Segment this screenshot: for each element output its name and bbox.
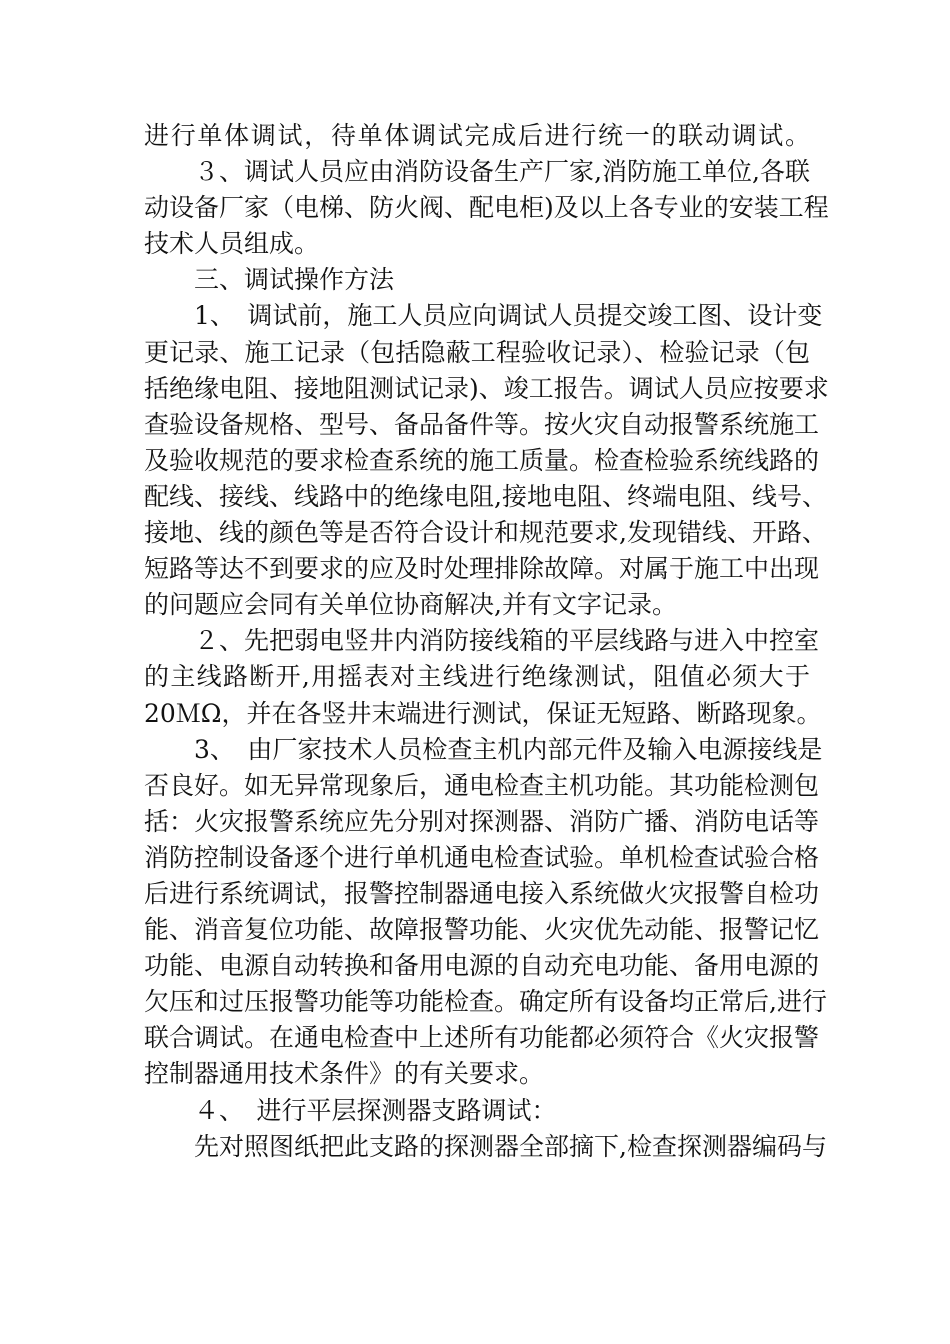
text-line: ２、先把弱电竖井内消防接线箱的平层线路与进入中控室 (144, 626, 820, 656)
text-line: 括绝缘电阻、接地阻测试记录)、竣工报告。调试人员应按要求 (144, 373, 829, 403)
text-line: 联合调试。在通电检查中上述所有功能都必须符合《火灾报警 (144, 1023, 820, 1053)
text-line: 控制器通用技术条件》的有关要求。 (144, 1059, 545, 1089)
text-line: 20ＭΩ，并在各竖井末端进行测试，保证无短路、断路现象。 (144, 698, 822, 728)
text-line: ３、调试人员应由消防设备生产厂家,消防施工单位,各联 (144, 157, 810, 187)
text-line: 配线、接线、线路中的绝缘电阻,接地电阻、终端电阻、线号、 (144, 481, 827, 511)
document-body (144, 118, 829, 1165)
text-line: 的问题应会同有关单位协商解决,并有文字记录。 (144, 590, 677, 620)
text-line: 欠压和过压报警功能等功能检查。确定所有设备均正常后,进行 (144, 987, 827, 1017)
text-line: 短路等达不到要求的应及时处理排除故障。对属于施工中出现 (144, 554, 820, 584)
text-line: 查验设备规格、型号、备品备件等。按火灾自动报警系统施工 (144, 409, 820, 439)
text-line: 先对照图纸把此支路的探测器全部摘下,检查探测器编码与 (144, 1131, 827, 1161)
text-line: 3、 由厂家技术人员检查主机内部元件及输入电源接线是 (144, 734, 823, 764)
text-line: 功能、电源自动转换和备用电源的自动充电功能、备用电源的 (144, 951, 820, 981)
text-line: 消防控制设备逐个进行单机通电检查试验。单机检查试验合格 (144, 842, 820, 872)
text-line: 动设备厂家（电梯、防火阀、配电柜)及以上各专业的安装工程 (144, 193, 829, 223)
text-line: 括：火灾报警系统应先分别对探测器、消防广播、消防电话等 (144, 806, 820, 836)
text-line: 更记录、施工记录（包括隐蔽工程验收记录）、检验记录（包 (144, 337, 810, 367)
text-line: 后进行系统调试，报警控制器通电接入系统做火灾报警自检功 (144, 878, 820, 908)
text-line: 否良好。如无异常现象后，通电检查主机功能。其功能检测包 (144, 770, 820, 800)
text-line: 能、消音复位功能、故障报警功能、火灾优先动能、报警记忆 (144, 915, 820, 945)
section-heading: 三、调试操作方法 (144, 265, 395, 295)
text-line: 接地、线的颜色等是否符合设计和规范要求,发现错线、开路、 (144, 518, 827, 548)
text-line: 的主线路断开,用摇表对主线进行绝缘测试，阻值必须大于 (144, 662, 810, 692)
text-line: 及验收规范的要求检查系统的施工质量。检查检验系统线路的 (144, 445, 820, 475)
text-line: ４、 进行平层探测器支路调试： (144, 1095, 557, 1125)
text-line: 进行单体调试，待单体调试完成后进行统一的联动调试。 (144, 121, 810, 150)
text-line: 技术人员组成。 (144, 229, 320, 259)
text-line: 1、 调试前，施工人员应向调试人员提交竣工图、设计变 (144, 301, 823, 331)
